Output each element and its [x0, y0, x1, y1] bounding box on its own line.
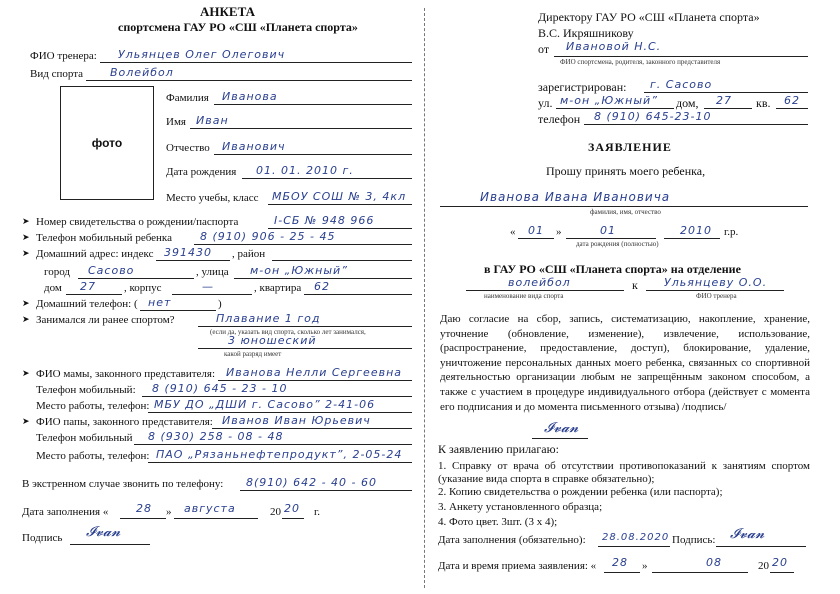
surname-value[interactable]: Иванова — [222, 90, 278, 103]
dob-suffix: г.р. — [724, 226, 739, 238]
rank-note: какой разряд имеет — [224, 350, 282, 358]
dob-note: дата рождения (полностью) — [576, 240, 659, 248]
to-word: к — [632, 278, 638, 292]
sign-label: Подпись: — [672, 534, 716, 546]
page-divider — [424, 8, 425, 588]
father-phone-label: Телефон мобильный — [36, 432, 133, 444]
apt-value[interactable]: 62 — [314, 280, 330, 293]
fill-year[interactable]: 20 — [284, 502, 300, 515]
recv-year[interactable]: 20 — [772, 556, 788, 569]
ul-value[interactable]: м-он „Южный” — [560, 94, 658, 107]
father-value[interactable]: Иванов Иван Юрьевич — [222, 414, 371, 427]
rank-value[interactable]: 3 юношеский — [228, 334, 317, 347]
consent-text: Даю согласие на сбор, запись, систематизацию, накопление, хранение, уточнение (обновление, изменение), извлечение, использование, (распространение, предоставление, доступ), блокирование, удаление, уничтожение персональных данных моего ребенка, связанных со спортивной деятельностью организации любым не запрещённым законом способом, а также с участием в процедуре индивидуального отбора (действует с момента его подписания и до момента письменного отзыва) /подпись/ — [440, 313, 810, 413]
form-subtitle: спортсмена ГАУ РО «СШ «Планета спорта» — [118, 20, 358, 34]
reg-label: зарегистрирован: — [538, 80, 627, 94]
city-label: город — [44, 266, 71, 278]
name-label: Имя — [166, 116, 186, 128]
sport-label: Вид спорта — [30, 68, 84, 80]
mother-work-value[interactable]: МБУ ДО „ДШИ г. Сасово” 2-41-06 — [154, 398, 376, 411]
coach-name-value[interactable]: Ульянцеву О.О. — [664, 276, 768, 289]
patronymic-label: Отчество — [166, 142, 210, 154]
fill-mid: » — [166, 506, 172, 518]
checkmark-icon: ➤ — [22, 298, 30, 308]
father-label: ФИО папы, законного представителя: — [36, 416, 213, 428]
sport-before-note: (если да, указать вид спорта, сколько лет занимался, — [210, 328, 366, 336]
attachment-1: 1. Справку от врача об отсутствии противопоказаний к занятиям спортом (указание вида спорта в справке обязательно); — [438, 460, 810, 485]
school-value[interactable]: МБОУ СОШ № 3, 4кл — [272, 190, 407, 203]
fill-day[interactable]: 28 — [136, 502, 152, 515]
reg-value[interactable]: г. Сасово — [650, 78, 713, 91]
checkmark-icon: ➤ — [22, 416, 30, 426]
fill-date-label: Дата заполнения « — [22, 506, 109, 518]
consent-signature: 𝓘𝓿𝓪𝓷 — [544, 420, 579, 436]
recv-year-prefix: 20 — [758, 560, 769, 572]
attachment-3: 3. Анкету установленного образца; — [438, 501, 603, 513]
home-phone-close: ) — [218, 298, 222, 310]
dob-year[interactable]: 2010 — [680, 224, 712, 237]
attachment-4: 4. Фото цвет. 3шт. (3 х 4); — [438, 516, 558, 528]
checkmark-icon: ➤ — [22, 232, 30, 242]
attachment-2: 2. Копию свидетельства о рождении ребенка (или паспорта); — [438, 486, 723, 498]
checkmark-icon: ➤ — [22, 248, 30, 258]
home-phone-value[interactable]: нет — [148, 296, 172, 309]
section-note: наименование вида спорта — [484, 292, 564, 300]
coach-note: ФИО тренера — [696, 292, 737, 300]
dom-value[interactable]: 27 — [716, 94, 732, 107]
from-label: от — [538, 42, 550, 56]
kv-label: кв. — [756, 96, 771, 110]
fill-year-prefix: 20 — [270, 506, 281, 518]
child-fullname-note: фамилия, имя, отчество — [590, 208, 661, 216]
addressee-line1: Директору ГАУ РО «СШ «Планета спорта» — [538, 10, 760, 24]
addressee-line2: В.С. Икряшникову — [538, 26, 634, 40]
apt-label: , квартира — [254, 282, 302, 294]
recv-month[interactable]: 08 — [706, 556, 722, 569]
phone-label: телефон — [538, 112, 581, 126]
surname-label: Фамилия — [166, 92, 209, 104]
dob-mid: » — [556, 226, 562, 238]
patronymic-value[interactable]: Иванович — [222, 140, 286, 153]
from-note: ФИО спортсмена, родителя, законного представителя — [560, 58, 721, 66]
recv-day[interactable]: 28 — [612, 556, 628, 569]
phone-value[interactable]: 8 (910) 645-23-10 — [594, 110, 712, 123]
from-value[interactable]: Ивановой Н.С. — [566, 40, 662, 53]
into-text: в ГАУ РО «СШ «Планета спорта» на отделение — [484, 262, 741, 276]
street-label: , улица — [196, 266, 229, 278]
dom-label: дом, — [676, 96, 699, 110]
mother-value[interactable]: Иванова Нелли Сергеевна — [226, 366, 403, 379]
kv-value[interactable]: 62 — [784, 94, 800, 107]
mother-work-label: Место работы, телефон: — [36, 400, 150, 412]
address-label: Домашний адрес: индекс — [36, 248, 154, 260]
mother-phone-label: Телефон мобильный: — [36, 384, 136, 396]
fill-value[interactable]: 28.08.2020 — [602, 532, 670, 543]
recv-label: Дата и время приема заявления: « — [438, 560, 597, 572]
child-phone-value[interactable]: 8 (910) 906 - 25 - 45 — [200, 230, 336, 243]
parent-signature: 𝓘𝓿𝓪𝓷 — [86, 524, 121, 540]
father-work-value[interactable]: ПАО „Рязаньнефтепродукт”, 2-05-24 — [156, 448, 403, 461]
home-phone-label: Домашний телефон: ( — [36, 298, 138, 310]
fill-label: Дата заполнения (обязательно): — [438, 534, 586, 546]
street-value[interactable]: м-он „Южный” — [250, 264, 348, 277]
coach-value[interactable]: Ульянцев Олег Олегович — [118, 48, 286, 61]
dob-open: « — [510, 226, 516, 238]
request-text: Прошу принять моего ребенка, — [546, 164, 706, 178]
dob-month[interactable]: 01 — [600, 224, 616, 237]
checkmark-icon: ➤ — [22, 368, 30, 378]
district-label: , район — [232, 248, 266, 260]
checkmark-icon: ➤ — [22, 216, 30, 226]
cert-label: Номер свидетельства о рождении/паспорта — [36, 216, 239, 228]
application-heading: ЗАЯВЛЕНИЕ — [588, 140, 672, 154]
school-label: Место учебы, класс — [166, 192, 259, 204]
mother-phone-value[interactable]: 8 (910) 645 - 23 - 10 — [152, 382, 288, 395]
section-value[interactable]: волейбол — [508, 276, 571, 289]
father-work-label: Место работы, телефон: — [36, 450, 150, 462]
fill-month[interactable]: августа — [184, 502, 236, 515]
emergency-value[interactable]: 8(910) 642 - 40 - 60 — [246, 476, 377, 489]
sport-before-label: Занимался ли ранее спортом? — [36, 314, 175, 326]
signature-label: Подпись — [22, 532, 63, 544]
mother-label: ФИО мамы, законного представителя: — [36, 368, 216, 380]
child-fullname-value[interactable]: Иванова Ивана Ивановича — [480, 190, 671, 204]
photo-box — [60, 86, 154, 200]
photo-label: фото — [91, 136, 123, 150]
house-label: дом — [44, 282, 62, 294]
name-value[interactable]: Иван — [196, 114, 229, 127]
form-title: АНКЕТА — [200, 4, 256, 19]
checkmark-icon: ➤ — [22, 314, 30, 324]
korpus-label: , корпус — [124, 282, 162, 294]
sport-before-value[interactable]: Плавание 1 год — [216, 312, 321, 325]
house-value[interactable]: 27 — [80, 280, 96, 293]
emergency-label: В экстренном случае звонить по телефону: — [22, 478, 224, 490]
dob-day[interactable]: 01 — [528, 224, 544, 237]
birth-value[interactable]: 01. 01. 2010 г. — [256, 164, 354, 177]
recv-mid: » — [642, 560, 648, 572]
coach-label: ФИО тренера: — [30, 50, 97, 62]
korpus-value[interactable]: — — [202, 280, 214, 293]
father-phone-value[interactable]: 8 (930) 258 - 08 - 48 — [148, 430, 284, 443]
index-value[interactable]: 391430 — [164, 246, 212, 259]
birth-label: Дата рождения — [166, 166, 237, 178]
child-phone-label: Телефон мобильный ребенка — [36, 232, 172, 244]
sport-value[interactable]: Волейбол — [110, 66, 174, 79]
fill-year-suffix: г. — [314, 506, 321, 518]
application-signature: 𝓘𝓿𝓪𝓷 — [730, 526, 765, 542]
city-value[interactable]: Сасово — [88, 264, 135, 277]
ul-label: ул. — [538, 96, 553, 110]
attach-heading: К заявлению прилагаю: — [438, 442, 559, 456]
cert-value[interactable]: I-СБ № 948 966 — [274, 214, 375, 227]
